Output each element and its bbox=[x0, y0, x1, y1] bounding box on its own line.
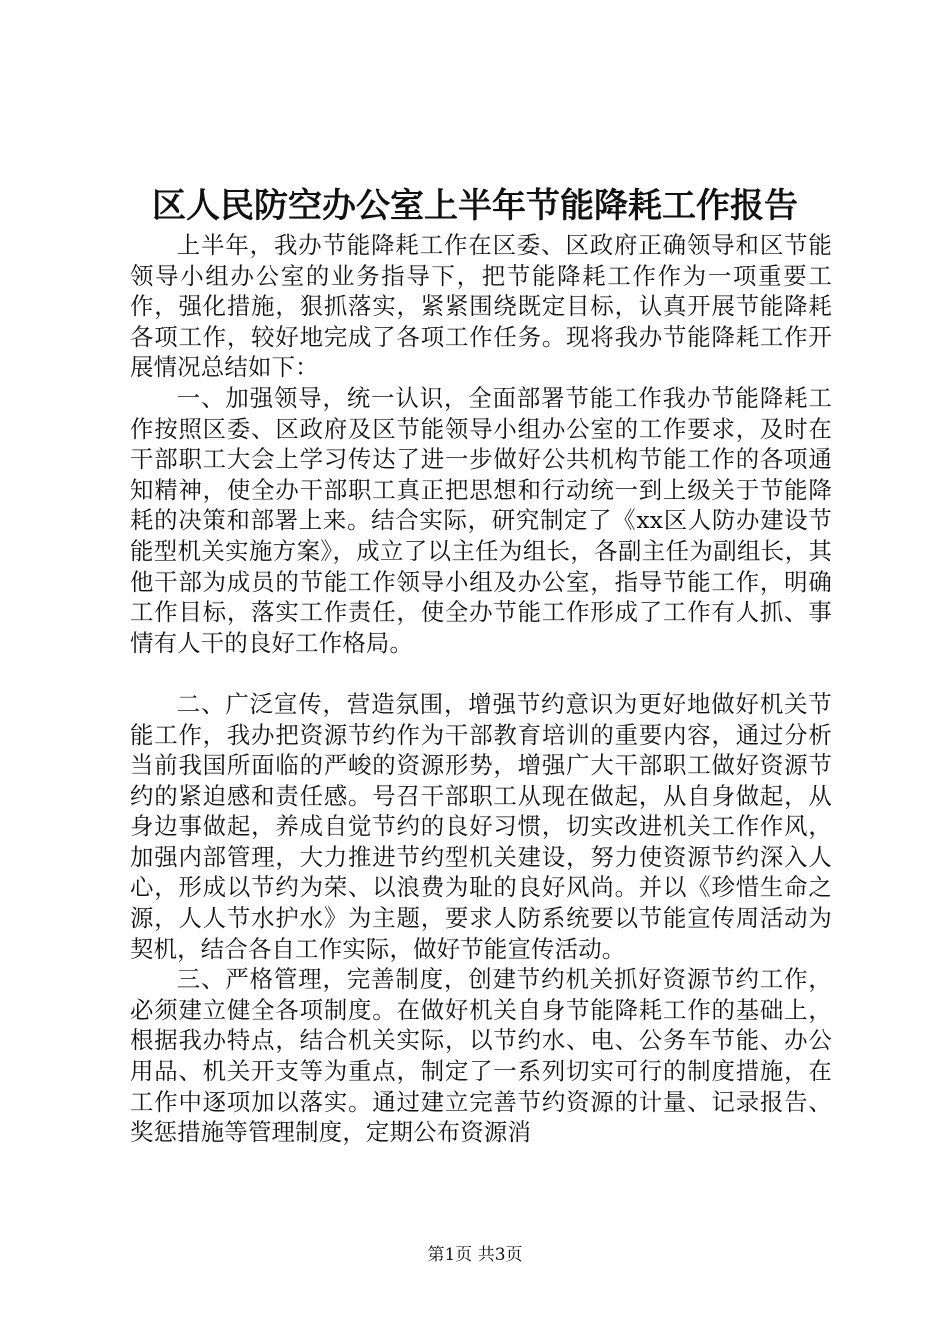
paragraph-intro: 上半年，我办节能降耗工作在区委、区政府正确领导和区节能领导小组办公室的业务指导下，把节能降耗工作作为一项重要工作，强化措施，狠抓落实，紧紧围绕既定目标，认真开展节能降耗各项工作，较好地完成了各项工作任务。现将我办节能降耗工作开展情况总结如下： bbox=[130, 231, 832, 382]
document-body bbox=[130, 230, 832, 1148]
page-footer: 第1页 共3页 bbox=[427, 1245, 523, 1265]
paragraph-section-3: 三、严格管理，完善制度，创建节约机关抓好资源节约工作，必须建立健全各项制度。在做好机关自身节能降耗工作的基础上，根据我办特点，结合机关实际，以节约水、电、公务车节能、办公用品、机关开支等为重点，制定了一系列切实可行的制度措施，在工作中逐项加以落实。通过建立完善节约资源的计量、记录报告、奖惩措施等管理制度，定期公布资源消 bbox=[130, 965, 832, 1147]
document-title: 区人民防空办公室上半年节能降耗工作报告 bbox=[152, 186, 798, 226]
paragraph-section-2: 二、广泛宣传，营造氛围，增强节约意识为更好地做好机关节能工作，我办把资源节约作为干部教育培训的重要内容，通过分析当前我国所面临的严峻的资源形势，增强广大干部职工做好资源节约的紧迫感和责任感。号召干部职工从现在做起，从自身做起，从身边事做起，养成自觉节约的良好习惯，切实改进机关工作作风，加强内部管理，大力推进节约型机关建设，努力使资源节约深入人心，形成以节约为荣、以浪费为耻的良好风尚。并以《珍惜生命之源，人人节水护水》为主题，要求人防系统要以节能宣传周活动为契机，结合各自工作实际，做好节能宣传活动。 bbox=[130, 689, 832, 963]
paragraph-section-1: 一、加强领导，统一认识，全面部署节能工作我办节能降耗工作按照区委、区政府及区节能领导小组办公室的工作要求，及时在干部职工大会上学习传达了进一步做好公共机构节能工作的各项通知精神，使全办干部职工真正把思想和行动统一到上级关于节能降耗的决策和部署上来。结合实际，研究制定了《xx区人防办建设节能型机关实施方案》，成立了以主任为组长，各副主任为副组长，其他干部为成员的节能工作领导小组及办公室，指导节能工作，明确工作目标，落实工作责任，使全办节能工作形成了工作有人抓、事情有人干的良好工作格局。 bbox=[130, 383, 832, 657]
